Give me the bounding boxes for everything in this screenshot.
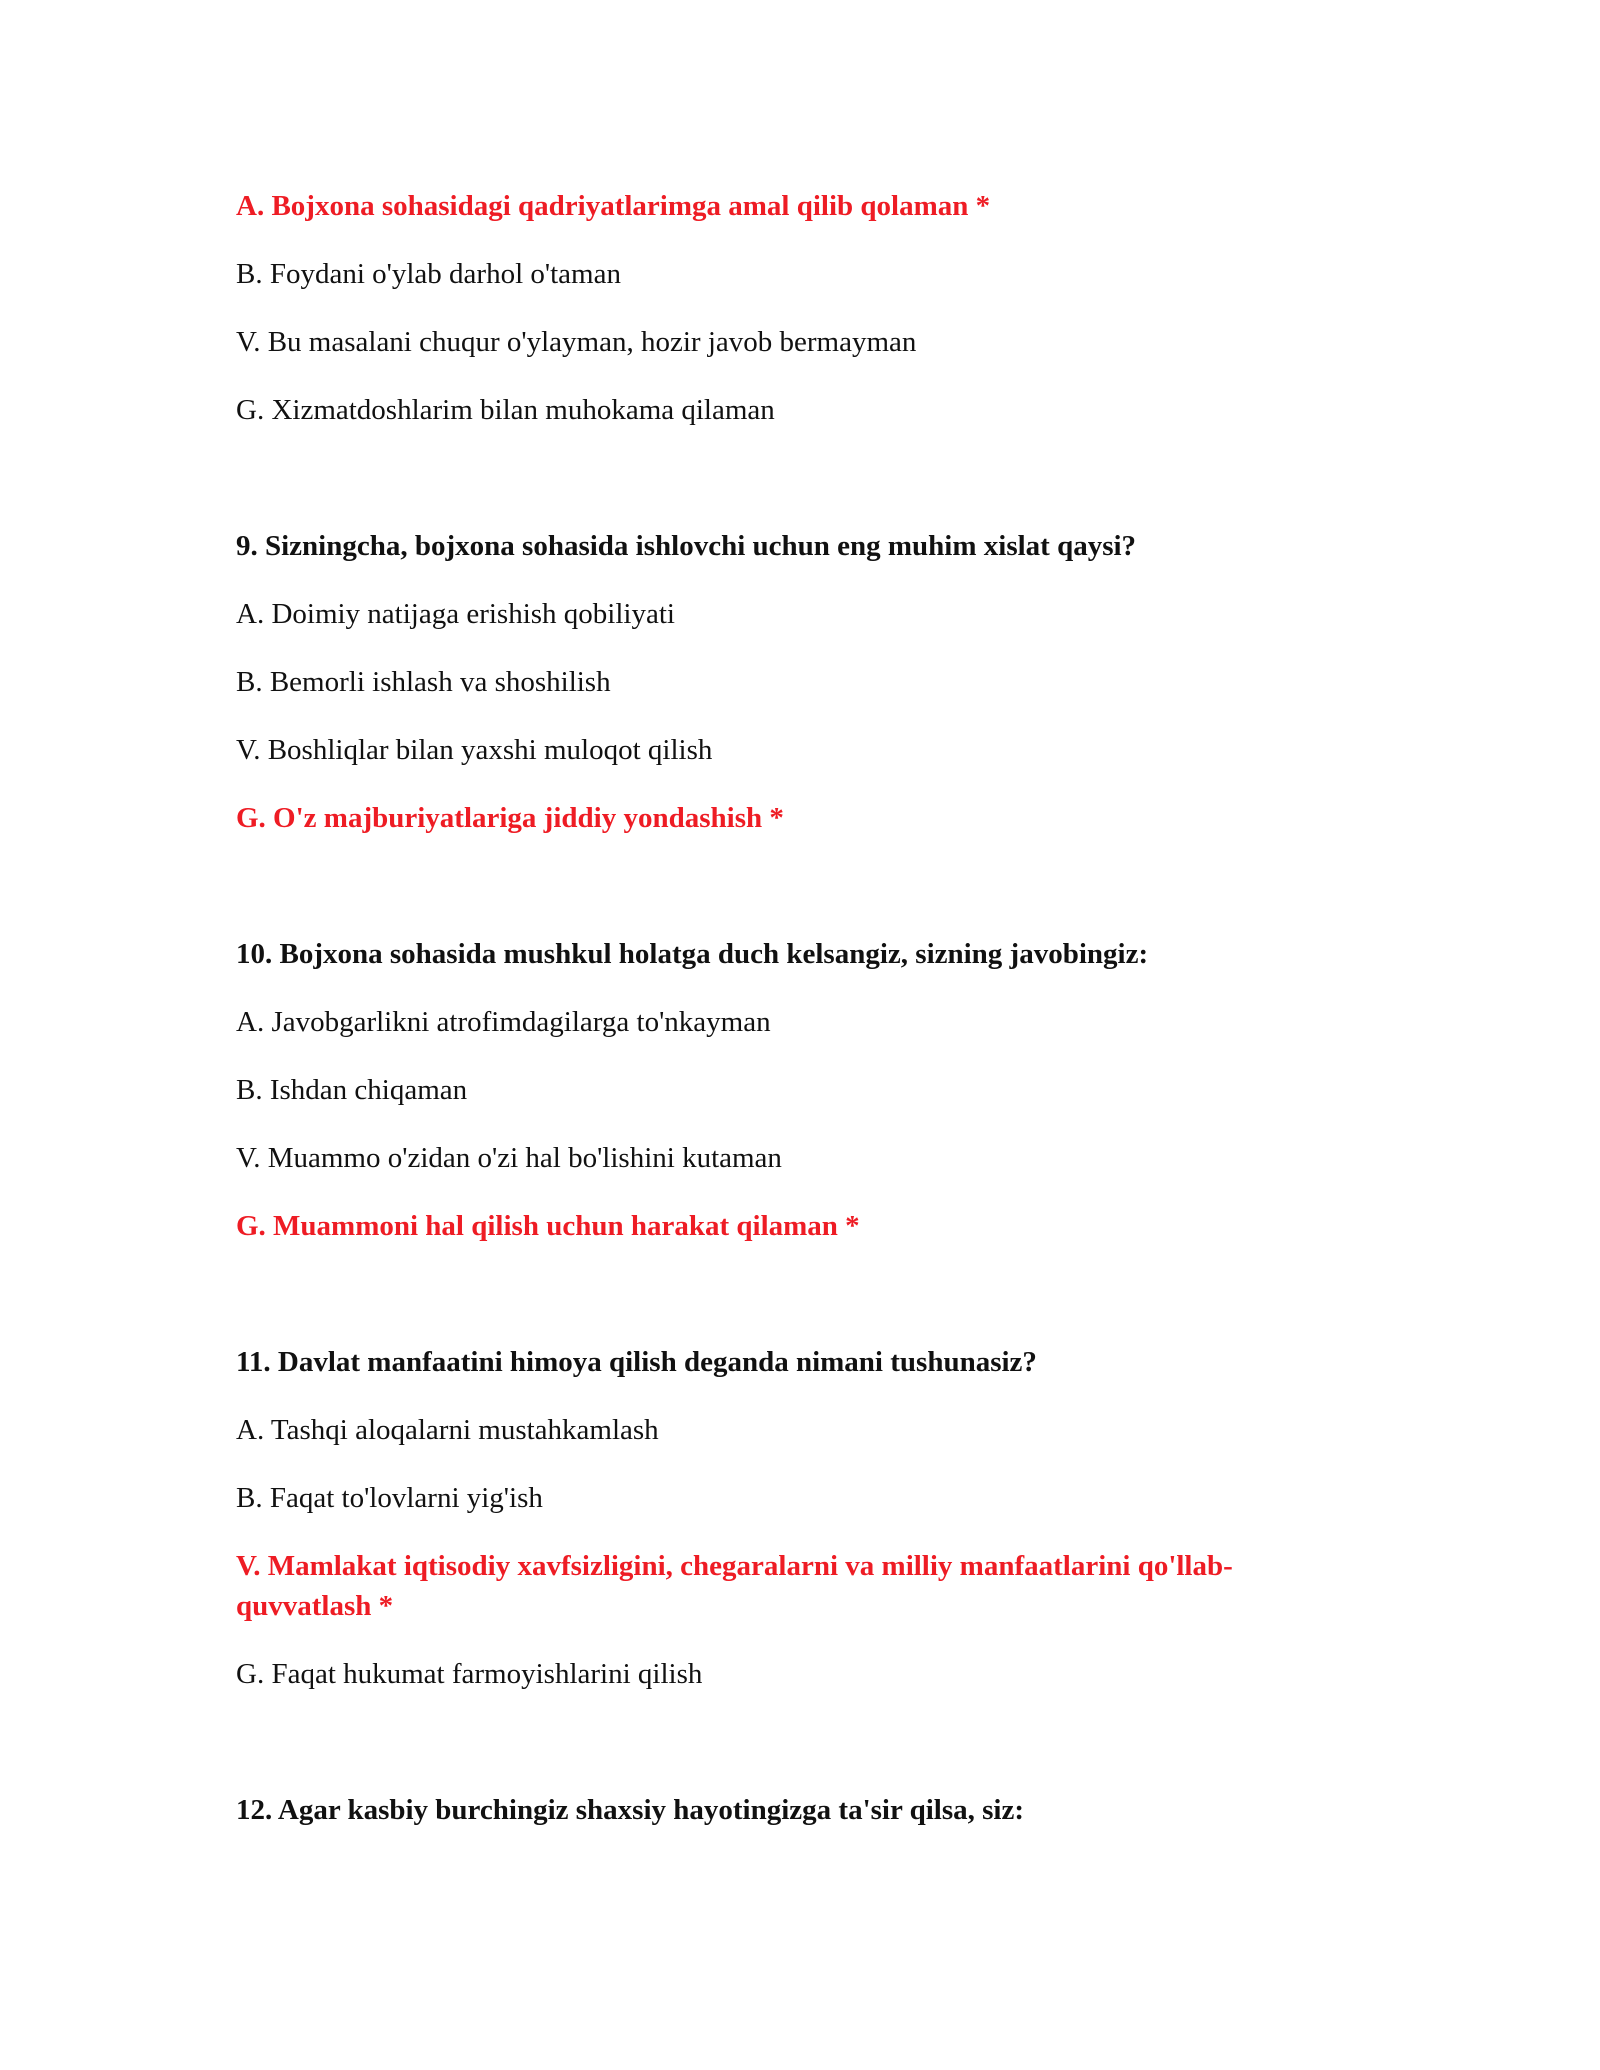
question-12-title: 12. Agar kasbiy burchingiz shaxsiy hayotingizga ta'sir qilsa, siz: <box>236 1794 1024 1826</box>
answer-option-v: V. Bu masalani chuqur o'ylayman, hozir javob bermayman <box>236 326 917 358</box>
question-block-8 <box>236 186 1366 430</box>
answer-option-g-correct: G. O'z majburiyatlariga jiddiy yondashish * <box>236 802 784 834</box>
quiz-content <box>236 186 1366 1858</box>
question-11-title: 11. Davlat manfaatini himoya qilish deganda nimani tushunasiz? <box>236 1346 1037 1378</box>
answer-option-a: A. Doimiy natijaga erishish qobiliyati <box>236 598 675 630</box>
answer-option-v: V. Muammo o'zidan o'zi hal bo'lishini kutaman <box>236 1142 782 1174</box>
answer-option-b: B. Foydani o'ylab darhol o'taman <box>236 258 621 290</box>
answer-option-v-correct: V. Mamlakat iqtisodiy xavfsizligini, chegaralarni va milliy manfaatlarini qo'llab-quvvatlash * <box>236 1550 1233 1622</box>
answer-option-g: G. Faqat hukumat farmoyishlarini qilish <box>236 1658 703 1690</box>
answer-option-b: B. Ishdan chiqaman <box>236 1074 468 1106</box>
question-block-12 <box>236 1790 1366 1830</box>
question-9-title: 9. Sizningcha, bojxona sohasida ishlovchi uchun eng muhim xislat qaysi? <box>236 530 1137 562</box>
question-10-title: 10. Bojxona sohasida mushkul holatga duch kelsangiz, sizning javobingiz: <box>236 938 1149 970</box>
answer-option-b: B. Bemorli ishlash va shoshilish <box>236 666 611 698</box>
answer-option-v: V. Boshliqlar bilan yaxshi muloqot qilish <box>236 734 713 766</box>
answer-option-a: A. Javobgarlikni atrofimdagilarga to'nkayman <box>236 1006 771 1038</box>
answer-option-g: G. Xizmatdoshlarim bilan muhokama qilaman <box>236 394 775 426</box>
answer-option-b: B. Faqat to'lovlarni yig'ish <box>236 1482 543 1514</box>
answer-option-g-correct: G. Muammoni hal qilish uchun harakat qilaman * <box>236 1210 860 1242</box>
answer-option-a-correct: A. Bojxona sohasidagi qadriyatlarimga amal qilib qolaman * <box>236 190 991 222</box>
answer-option-a: A. Tashqi aloqalarni mustahkamlash <box>236 1414 659 1446</box>
question-block-10 <box>236 934 1366 1246</box>
question-block-11 <box>236 1342 1366 1694</box>
question-block-9 <box>236 526 1366 838</box>
